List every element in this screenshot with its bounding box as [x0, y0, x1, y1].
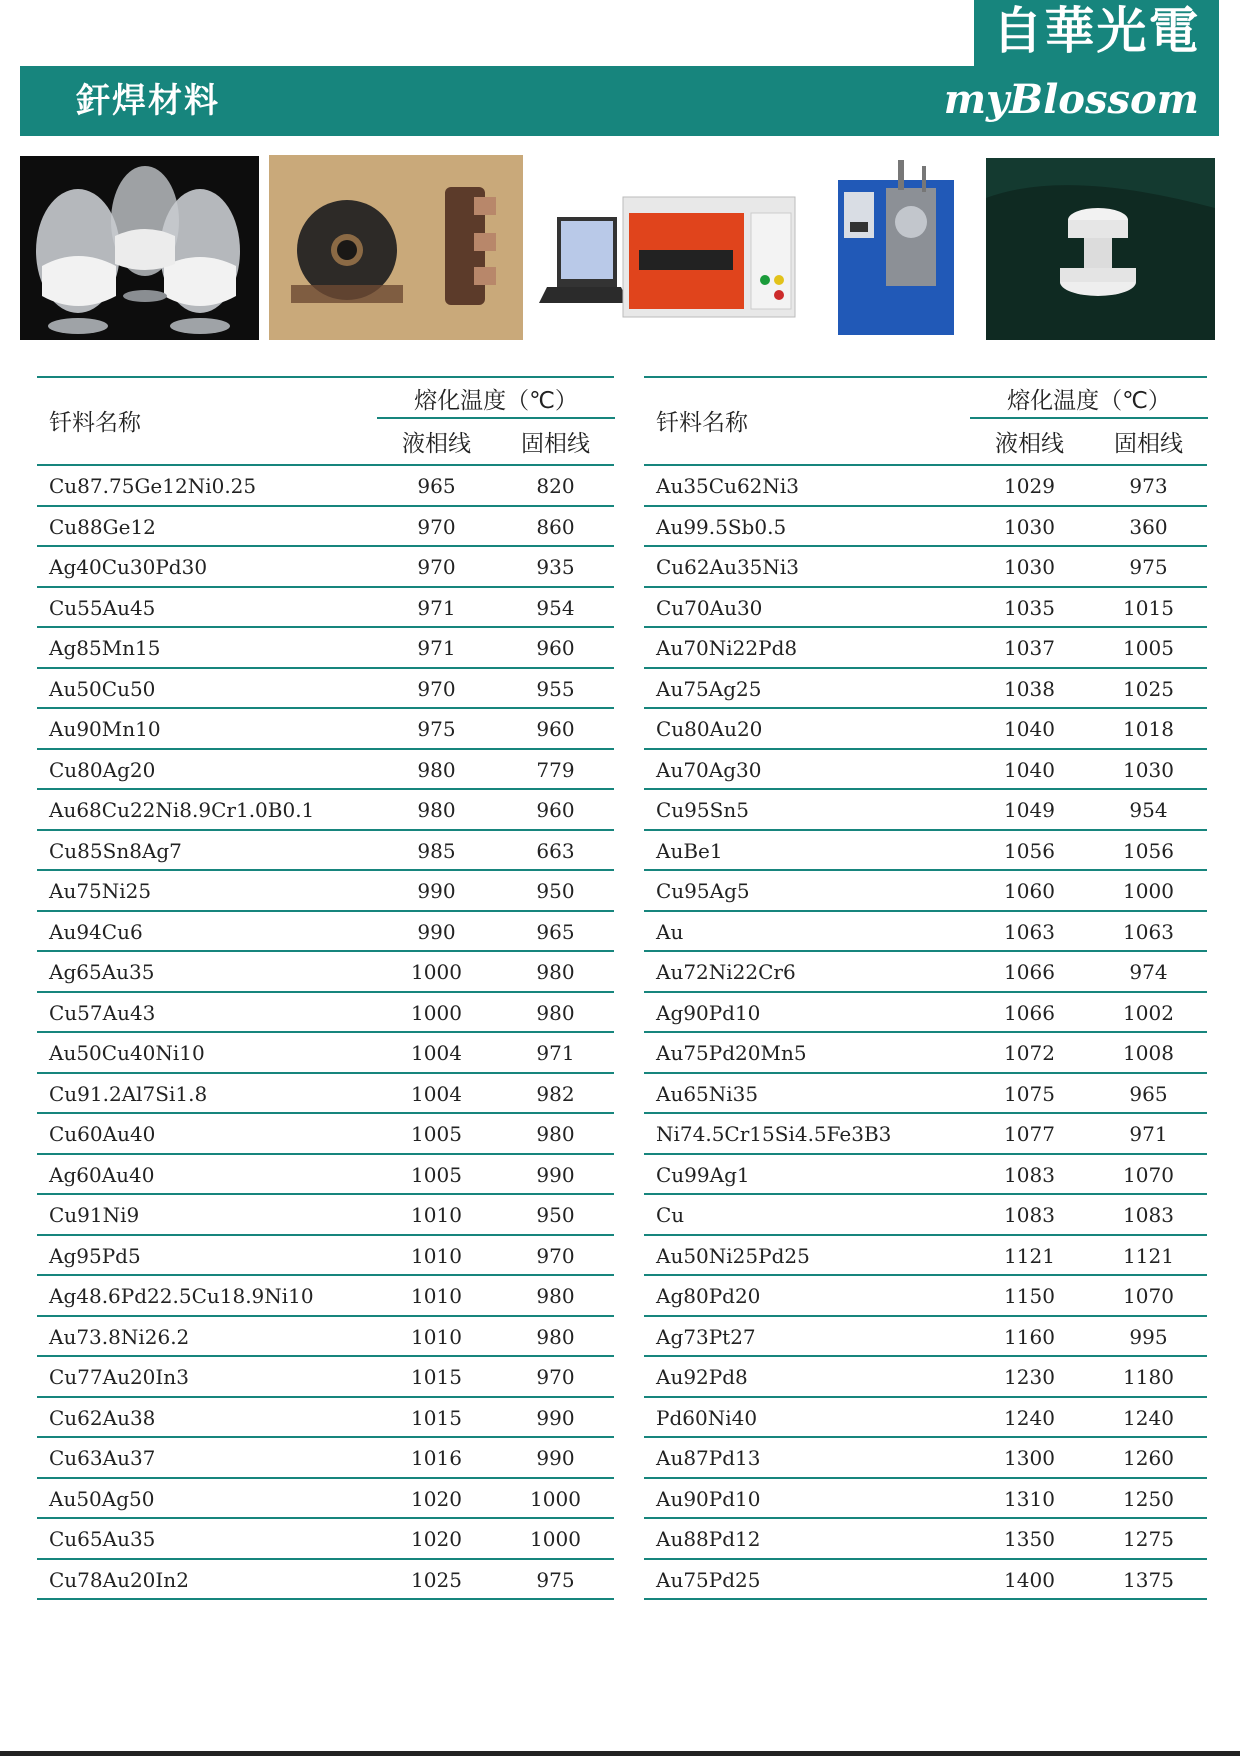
alloy-name: Cu95Sn5 — [656, 798, 749, 822]
solidus-value: 980 — [536, 1000, 575, 1025]
solidus-value: 1083 — [1123, 1203, 1174, 1227]
alloy-name: Ag95Pd5 — [49, 1243, 141, 1268]
liquidus-value: 1072 — [1004, 1041, 1055, 1065]
brazed-ring-parts-photo — [269, 155, 523, 340]
liquidus-value: 1010 — [411, 1284, 462, 1308]
table-row — [644, 1155, 1207, 1196]
alloy-name: Ag80Pd20 — [656, 1284, 761, 1308]
liquidus-value: 1004 — [411, 1041, 462, 1065]
alloy-name: Cu80Au20 — [656, 717, 763, 741]
liquidus-value: 1015 — [411, 1365, 462, 1389]
col-header-solidus: 固相线 — [521, 431, 590, 457]
table-row — [37, 831, 614, 872]
alloy-name: Cu63Au37 — [49, 1446, 156, 1470]
alloy-name: Au68Cu22Ni8.9Cr1.0B0.1 — [49, 798, 315, 822]
alloy-name: Au90Pd10 — [656, 1486, 761, 1511]
solidus-value: 1018 — [1123, 717, 1174, 741]
solidus-value: 1275 — [1123, 1527, 1174, 1551]
alloy-name: Au50Cu50 — [49, 676, 156, 701]
table-row — [37, 1033, 614, 1074]
liquidus-value: 970 — [417, 555, 456, 579]
table-row — [644, 669, 1207, 710]
alloy-name: Au92Pd8 — [656, 1365, 748, 1389]
liquidus-value: 965 — [417, 474, 456, 498]
solidus-value: 954 — [536, 595, 575, 620]
alloy-name: Au65Ni35 — [656, 1081, 759, 1106]
alloy-name: Au70Ni22Pd8 — [656, 636, 798, 660]
solidus-value: 971 — [536, 1041, 575, 1065]
col-header-name: 钎料名称 — [49, 410, 141, 436]
table-row — [644, 750, 1207, 791]
liquidus-value: 1066 — [1004, 1000, 1055, 1025]
table-row — [644, 1398, 1207, 1439]
table-header — [37, 376, 614, 466]
col-header-melting-temp: 熔化温度（℃） — [414, 388, 578, 414]
table-row — [644, 466, 1207, 507]
liquidus-value: 1240 — [1004, 1405, 1055, 1430]
liquidus-value: 1037 — [1004, 636, 1055, 660]
solidus-value: 935 — [536, 555, 575, 579]
col-header-name: 钎料名称 — [656, 410, 748, 436]
page-bottom-rule — [0, 1751, 1240, 1756]
solidus-value: 950 — [536, 1203, 575, 1227]
solidus-value: 960 — [536, 636, 575, 660]
solidus-value: 1070 — [1123, 1162, 1174, 1187]
solidus-value: 1180 — [1123, 1365, 1174, 1389]
solidus-value: 980 — [536, 1122, 575, 1146]
reflow-oven-with-laptop-photo — [533, 155, 806, 340]
solidus-value: 971 — [1129, 1122, 1168, 1146]
alloy-name: Au50Ni25Pd25 — [656, 1243, 810, 1268]
liquidus-value: 971 — [417, 636, 456, 660]
col-header-solidus: 固相线 — [1114, 431, 1183, 457]
solidus-value: 1005 — [1123, 636, 1174, 660]
table-row — [644, 1438, 1207, 1479]
alloy-name: Cu91Ni9 — [49, 1203, 140, 1227]
solidus-value: 970 — [536, 1365, 575, 1389]
table-header — [644, 376, 1207, 466]
solidus-value: 1375 — [1123, 1567, 1174, 1592]
liquidus-value: 1010 — [411, 1243, 462, 1268]
liquidus-value: 970 — [417, 676, 456, 701]
alloy-name: Cu91.2Al7Si1.8 — [49, 1081, 208, 1106]
alloy-name: Cu99Ag1 — [656, 1162, 750, 1187]
liquidus-value: 1035 — [1004, 595, 1055, 620]
table-row — [37, 952, 614, 993]
solidus-value: 990 — [536, 1405, 575, 1430]
table-row — [37, 547, 614, 588]
solidus-value: 1000 — [530, 1527, 581, 1551]
liquidus-value: 1040 — [1004, 757, 1055, 782]
liquidus-value: 1038 — [1004, 676, 1055, 701]
solidus-value: 970 — [536, 1243, 575, 1268]
solidus-value: 960 — [536, 717, 575, 741]
table-row — [37, 588, 614, 629]
alloy-name: Ag65Au35 — [49, 960, 155, 984]
vacuum-furnace-photo — [834, 152, 958, 335]
table-body — [37, 466, 614, 1600]
table-row — [37, 1519, 614, 1560]
solidus-value: 960 — [536, 798, 575, 822]
table-row — [37, 1276, 614, 1317]
alloy-name: Au35Cu62Ni3 — [656, 474, 800, 498]
liquidus-value: 971 — [417, 595, 456, 620]
solidus-value: 360 — [1129, 514, 1168, 539]
alloy-name: Cu95Ag5 — [656, 879, 750, 903]
table-row — [644, 1236, 1207, 1277]
alloy-name: Cu55Au45 — [49, 595, 156, 620]
alloy-name: Ag90Pd10 — [656, 1000, 761, 1025]
alloy-name: Cu85Sn8Ag7 — [49, 838, 182, 863]
liquidus-value: 1049 — [1004, 798, 1055, 822]
solidus-value: 1250 — [1123, 1486, 1174, 1511]
alloy-name: AuBe1 — [656, 838, 723, 863]
solidus-value: 975 — [1129, 555, 1168, 579]
table-row — [37, 669, 614, 710]
table-row — [644, 628, 1207, 669]
alloy-name: Au90Mn10 — [49, 717, 161, 741]
alloy-name: Ag73Pt27 — [656, 1324, 756, 1349]
title-banner — [20, 66, 1219, 136]
liquidus-value: 1310 — [1004, 1486, 1055, 1511]
table-row — [644, 993, 1207, 1034]
liquidus-value: 1016 — [411, 1446, 462, 1470]
table-row — [37, 993, 614, 1034]
solidus-value: 1240 — [1123, 1405, 1174, 1430]
alloy-name: Pd60Ni40 — [656, 1405, 758, 1430]
alloy-name: Au75Ni25 — [49, 879, 152, 903]
table-row — [37, 1317, 614, 1358]
table-row — [37, 1398, 614, 1439]
solidus-value: 980 — [536, 1284, 575, 1308]
col-header-melting-temp: 熔化温度（℃） — [1007, 388, 1171, 414]
brand-logo-en: myBlossom — [943, 76, 1199, 123]
solidus-value: 1015 — [1123, 595, 1174, 620]
liquidus-value: 985 — [417, 838, 456, 863]
solidus-value: 1063 — [1123, 919, 1174, 944]
alloy-name: Ag60Au40 — [49, 1162, 155, 1187]
solidus-value: 820 — [536, 474, 575, 498]
alloy-name: Ag40Cu30Pd30 — [49, 555, 208, 579]
alloy-name: Au75Pd25 — [656, 1567, 761, 1592]
solidus-value: 955 — [536, 676, 575, 701]
table-row — [37, 1560, 614, 1601]
liquidus-value: 1083 — [1004, 1203, 1055, 1227]
liquidus-value: 1015 — [411, 1405, 462, 1430]
page-title: 釬焊材料 — [76, 81, 220, 121]
table-row — [644, 588, 1207, 629]
alloy-name: Cu65Au35 — [49, 1527, 156, 1551]
table-row — [644, 1519, 1207, 1560]
liquidus-value: 1005 — [411, 1122, 462, 1146]
table-row — [37, 912, 614, 953]
table-row — [37, 709, 614, 750]
liquidus-value: 1000 — [411, 1000, 462, 1025]
solidus-value: 973 — [1129, 474, 1168, 498]
solidus-value: 1025 — [1123, 676, 1174, 701]
alloy-name: Au72Ni22Cr6 — [656, 960, 796, 984]
table-row — [644, 1276, 1207, 1317]
alloy-name: Cu87.75Ge12Ni0.25 — [49, 474, 257, 498]
solidus-value: 1000 — [1123, 879, 1174, 903]
liquidus-value: 1030 — [1004, 555, 1055, 579]
solidus-value: 779 — [536, 757, 575, 782]
solidus-value: 995 — [1129, 1324, 1168, 1349]
liquidus-value: 1150 — [1004, 1284, 1055, 1308]
liquidus-value: 1077 — [1004, 1122, 1055, 1146]
table-row — [644, 912, 1207, 953]
table-row — [644, 871, 1207, 912]
table-row — [644, 507, 1207, 548]
solidus-value: 965 — [536, 919, 575, 944]
solidus-value: 1121 — [1123, 1243, 1174, 1268]
powder-bottles-photo — [20, 156, 259, 340]
alloy-name: Au70Ag30 — [656, 757, 762, 782]
liquidus-value: 1056 — [1004, 838, 1055, 863]
alloy-name: Ni74.5Cr15Si4.5Fe3B3 — [656, 1122, 892, 1146]
table-row — [37, 871, 614, 912]
table-row — [37, 628, 614, 669]
liquidus-value: 1160 — [1004, 1324, 1055, 1349]
liquidus-value: 1075 — [1004, 1081, 1055, 1106]
table-row — [644, 1114, 1207, 1155]
solidus-value: 975 — [536, 1567, 575, 1592]
table-row — [37, 466, 614, 507]
alloy-name: Cu57Au43 — [49, 1000, 156, 1025]
solidus-value: 980 — [536, 1324, 575, 1349]
table-row — [37, 790, 614, 831]
liquidus-value: 1121 — [1004, 1243, 1055, 1268]
ceramic-part-photo — [986, 158, 1215, 340]
liquidus-value: 1029 — [1004, 474, 1055, 498]
solidus-value: 990 — [536, 1162, 575, 1187]
liquidus-value: 1230 — [1004, 1365, 1055, 1389]
liquidus-value: 1066 — [1004, 960, 1055, 984]
header-divider — [377, 417, 615, 419]
solidus-value: 1008 — [1123, 1041, 1174, 1065]
alloy-name: Cu62Au38 — [49, 1405, 156, 1430]
solidus-value: 974 — [1129, 960, 1168, 984]
alloy-name: Ag85Mn15 — [49, 636, 161, 660]
table-body — [644, 466, 1207, 1600]
liquidus-value: 1400 — [1004, 1567, 1055, 1592]
alloy-name: Au94Cu6 — [49, 919, 143, 944]
col-header-liquidus: 液相线 — [402, 431, 471, 457]
table-row — [644, 952, 1207, 993]
alloy-name: Ag48.6Pd22.5Cu18.9Ni10 — [49, 1284, 314, 1308]
table-row — [644, 1479, 1207, 1520]
table-row — [37, 1438, 614, 1479]
liquidus-value: 1060 — [1004, 879, 1055, 903]
liquidus-value: 980 — [417, 798, 456, 822]
alloy-name: Au99.5Sb0.5 — [656, 514, 787, 539]
table-row — [644, 831, 1207, 872]
table-row — [644, 1074, 1207, 1115]
alloy-name: Au87Pd13 — [656, 1446, 761, 1470]
table-row — [644, 1357, 1207, 1398]
solidus-value: 982 — [536, 1081, 575, 1106]
solidus-value: 1000 — [530, 1486, 581, 1511]
alloy-name: Cu70Au30 — [656, 595, 763, 620]
liquidus-value: 1010 — [411, 1324, 462, 1349]
liquidus-value: 1040 — [1004, 717, 1055, 741]
alloy-name: Au75Pd20Mn5 — [656, 1041, 807, 1065]
table-row — [644, 1195, 1207, 1236]
solidus-value: 980 — [536, 960, 575, 984]
alloy-name: Au50Ag50 — [49, 1486, 155, 1511]
alloy-name: Cu77Au20In3 — [49, 1365, 189, 1389]
solidus-value: 1030 — [1123, 757, 1174, 782]
table-row — [644, 790, 1207, 831]
alloy-name: Au88Pd12 — [656, 1527, 761, 1551]
brazing-table-right — [644, 376, 1207, 1600]
header-divider — [970, 417, 1208, 419]
alloy-name: Cu78Au20In2 — [49, 1567, 189, 1592]
liquidus-value: 1350 — [1004, 1527, 1055, 1551]
table-row — [37, 1357, 614, 1398]
alloy-name: Au50Cu40Ni10 — [49, 1041, 205, 1065]
solidus-value: 860 — [536, 514, 575, 539]
liquidus-value: 1020 — [411, 1486, 462, 1511]
solidus-value: 663 — [536, 838, 575, 863]
liquidus-value: 1025 — [411, 1567, 462, 1592]
liquidus-value: 1083 — [1004, 1162, 1055, 1187]
alloy-name: Au — [656, 919, 684, 944]
liquidus-value: 1005 — [411, 1162, 462, 1187]
liquidus-value: 970 — [417, 514, 456, 539]
alloy-name: Au73.8Ni26.2 — [49, 1324, 190, 1349]
liquidus-value: 1063 — [1004, 919, 1055, 944]
solidus-value: 954 — [1129, 798, 1168, 822]
solidus-value: 1002 — [1123, 1000, 1174, 1025]
table-row — [37, 1155, 614, 1196]
table-row — [37, 1114, 614, 1155]
table-row — [644, 709, 1207, 750]
solidus-value: 950 — [536, 879, 575, 903]
liquidus-value: 1010 — [411, 1203, 462, 1227]
solidus-value: 1056 — [1123, 838, 1174, 863]
brazing-table-left — [37, 376, 614, 1600]
alloy-name: Au75Ag25 — [656, 676, 762, 701]
alloy-name: Cu — [656, 1203, 685, 1227]
liquidus-value: 990 — [417, 879, 456, 903]
liquidus-value: 1000 — [411, 960, 462, 984]
table-row — [644, 547, 1207, 588]
col-header-liquidus: 液相线 — [995, 431, 1064, 457]
table-row — [37, 1195, 614, 1236]
liquidus-value: 990 — [417, 919, 456, 944]
alloy-name: Cu60Au40 — [49, 1122, 156, 1146]
brand-logo-cn: 自華光電 — [974, 0, 1219, 66]
liquidus-value: 1300 — [1004, 1446, 1055, 1470]
table-row — [37, 1479, 614, 1520]
table-row — [644, 1317, 1207, 1358]
liquidus-value: 975 — [417, 717, 456, 741]
table-row — [644, 1560, 1207, 1601]
solidus-value: 1260 — [1123, 1446, 1174, 1470]
table-row — [37, 1236, 614, 1277]
liquidus-value: 980 — [417, 757, 456, 782]
alloy-name: Cu62Au35Ni3 — [656, 555, 800, 579]
table-row — [37, 750, 614, 791]
liquidus-value: 1004 — [411, 1081, 462, 1106]
alloy-name: Cu80Ag20 — [49, 757, 156, 782]
table-row — [37, 1074, 614, 1115]
alloy-name: Cu88Ge12 — [49, 514, 156, 539]
liquidus-value: 1030 — [1004, 514, 1055, 539]
solidus-value: 990 — [536, 1446, 575, 1470]
liquidus-value: 1020 — [411, 1527, 462, 1551]
table-row — [644, 1033, 1207, 1074]
solidus-value: 965 — [1129, 1081, 1168, 1106]
solidus-value: 1070 — [1123, 1284, 1174, 1308]
table-row — [37, 507, 614, 548]
